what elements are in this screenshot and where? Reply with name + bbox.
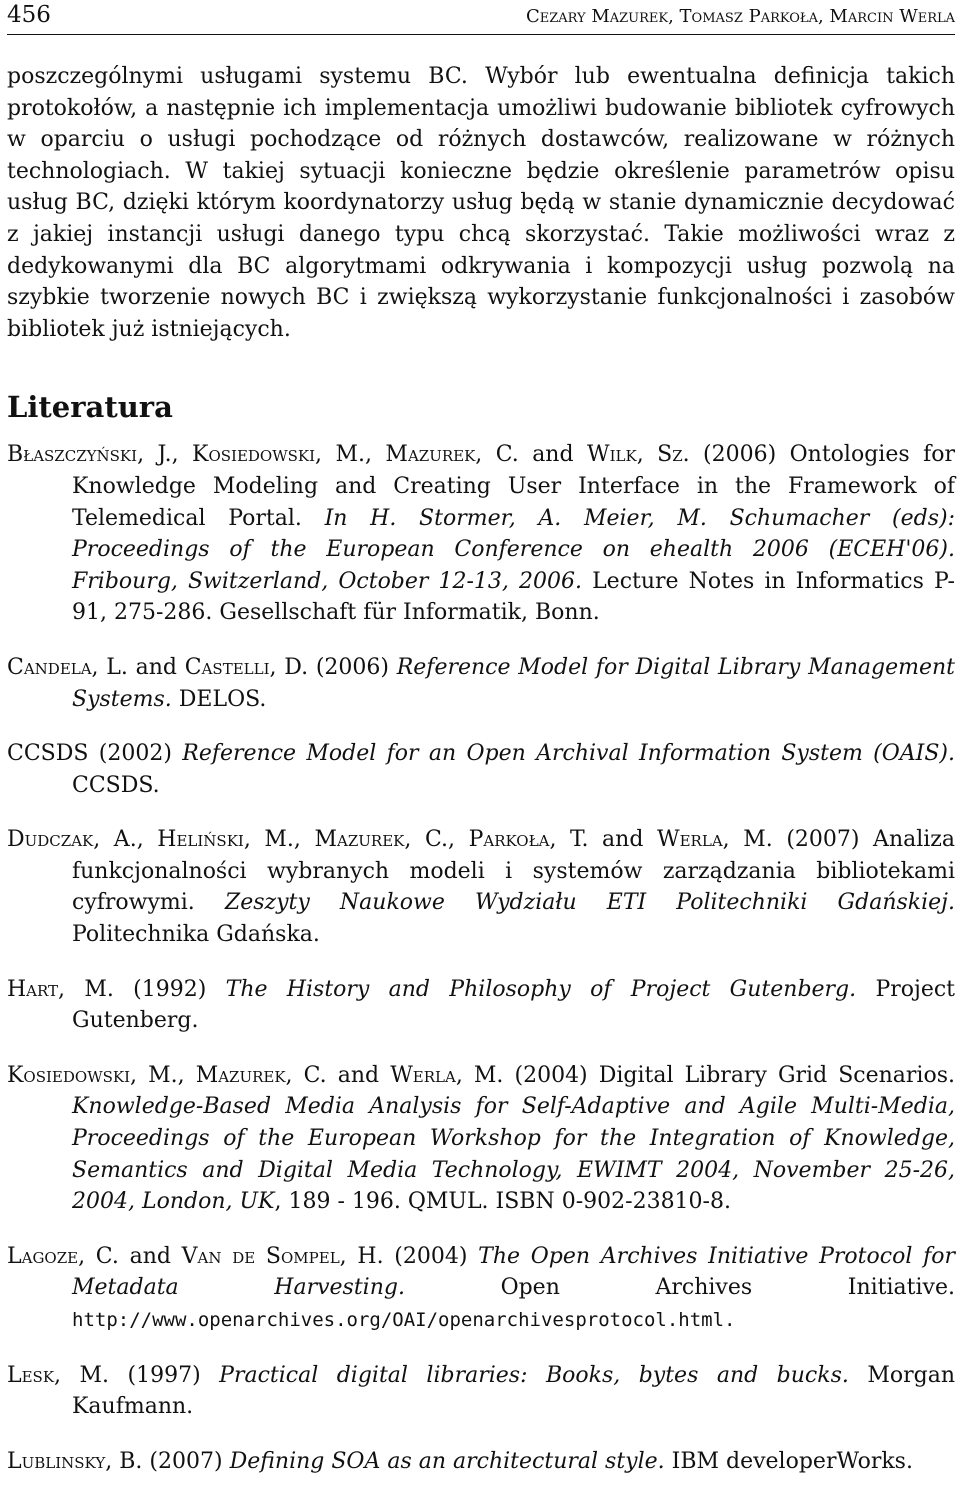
reference-item [7, 1241, 955, 1337]
reference-author: Werla, M. [390, 1062, 504, 1088]
reference-text: IBM developerWorks. [664, 1448, 913, 1474]
reference-item [7, 824, 955, 950]
page [7, 0, 955, 1500]
reference-text: (2006) Ontologies for Knowledge Modeling and Creating User Interface in the Framework of Telemedical Portal. [72, 442, 955, 531]
reference-author: Błaszczyński, J. [7, 442, 172, 468]
reference-text: (2007) Analiza funkcjonalności wybranych modeli i systemów zarządzania bibliotekami cyfrowymi. [72, 827, 956, 916]
reference-separator: , [136, 827, 158, 853]
reference-italic-text: Zeszyty Naukowe Wydziału ETI Politechniki Gdańskiej. [224, 890, 955, 916]
reference-italic-text: Defining SOA as an architectural style. [229, 1448, 665, 1474]
reference-author: Heliński, M. [157, 827, 294, 853]
running-header [7, 0, 955, 35]
reference-italic-text: Reference Model for an Open Archival Information System (OAIS). [182, 741, 955, 767]
reference-separator: and [127, 654, 185, 680]
reference-text: (1992) [113, 976, 226, 1002]
reference-separator: and [588, 827, 657, 853]
reference-separator: , [171, 442, 193, 468]
reference-item [7, 974, 955, 1037]
reference-text: (2006) [308, 654, 397, 680]
reference-separator: and [118, 1243, 182, 1269]
reference-italic-text: In H. Stormer, A. Meier, M. Schumacher (eds): Proceedings of the European Conference on ehealth 2006 (ECEH'06). Fribourg, Switzerland, October 12-13, 2006. [72, 505, 956, 594]
reference-author: Lublinsky, B. [7, 1448, 143, 1474]
reference-text: (1997) [109, 1362, 220, 1388]
reference-author: Parkoła, T. [468, 827, 589, 853]
reference-author: Wilk, Sz. [587, 442, 690, 468]
reference-author: Hart, M. [7, 976, 114, 1002]
reference-italic-text: The Open Archives Initiative Protocol for Metadata Harvesting. [72, 1243, 955, 1301]
reference-text: Project Gutenberg. [72, 976, 956, 1034]
reference-author: Dudczak, A. [7, 827, 137, 853]
reference-list [7, 439, 955, 1477]
reference-text: Politechnika Gdańska. [72, 922, 320, 948]
reference-author: Mazurek, C. [314, 827, 448, 853]
reference-text: CCSDS (2002) [7, 741, 183, 767]
reference-italic-text: Knowledge-Based Media Analysis for Self-Adaptive and Agile Multi-Media, Proceedings of the European Workshop for the Integration of Knowledge, Semantics and Digital Media Technology, EWIMT 2004, November 25-26, 2004, London, UK [72, 1094, 955, 1215]
reference-author: Werla, M. [657, 827, 773, 853]
reference-separator: , [365, 442, 386, 468]
page-number: 456 [7, 2, 51, 28]
reference-text: , 189 - 196. QMUL. ISBN 0-902-23810-8. [274, 1189, 731, 1215]
reference-separator: and [326, 1062, 391, 1088]
reference-text: Lecture Notes in Informatics P-91, 275-286. Gesellschaft für Informatik, Bonn. [72, 568, 955, 626]
reference-item [7, 1060, 955, 1218]
reference-item [7, 439, 955, 629]
reference-text: DELOS. [171, 686, 267, 712]
reference-author: Kosiedowski, M. [7, 1062, 178, 1088]
reference-text: Open Archives Initiative. [404, 1275, 955, 1301]
reference-item [7, 1446, 955, 1478]
reference-author: Van de Sompel, H. [181, 1243, 384, 1269]
reference-separator: and [518, 442, 587, 468]
reference-italic-text: Reference Model for Digital Library Management Systems. [72, 654, 956, 712]
reference-item [7, 652, 955, 715]
reference-author: Candela, L. [7, 654, 128, 680]
reference-text: (2007) [142, 1448, 230, 1474]
reference-separator: , [447, 827, 469, 853]
reference-text: (2004) Digital Library Grid Scenarios. [503, 1062, 956, 1088]
reference-separator: , [293, 827, 315, 853]
reference-italic-text: Practical digital libraries: Books, bytes and bucks. [219, 1362, 849, 1388]
running-header-authors: Cezary Mazurek, Tomasz Parkoła, Marcin Werla [525, 6, 955, 27]
reference-text: CCSDS. [72, 772, 160, 798]
body-paragraph: poszczególnymi usługami systemu BC. Wybór lub ewentualna definicja takich protokołów, a następnie ich implementacja umożliwi budowanie bibliotek cyfrowych w oparciu o usługi pochodzące od różnych dostawców, realizowane w różnych technologiach. W takiej sytuacji konieczne będzie określenie parametrów opisu usług BC, dzięki którym koordynatorzy usług będą w stanie dynamicznie decydować z jakiej instancji usługi danego typu chcą skorzystać. Takie możliwości wraz z dedykowanymi dla BC algorytmami odkrywania i kompozycji usług pozwolą na szybkie tworzenie nowych BC i zwiększą wykorzystanie funkcjonalności i zasobów bibliotek już istniejących. [7, 64, 955, 342]
reference-author: Lesk, M. [7, 1362, 110, 1388]
reference-text: (2004) [383, 1243, 479, 1269]
reference-author: Castelli, D. [184, 654, 309, 680]
reference-text: Morgan Kaufmann. [72, 1362, 956, 1420]
reference-url-link[interactable]: http://www.openarchives.org/OAI/openarchivesprotocol.html. [72, 1309, 736, 1331]
reference-item [7, 1360, 955, 1423]
reference-author: Lagoze, C. [7, 1243, 119, 1269]
reference-item [7, 738, 955, 801]
reference-author: Mazurek, C. [195, 1062, 327, 1088]
reference-separator: , [177, 1062, 196, 1088]
section-title: Literatura [7, 390, 173, 425]
reference-author: Kosiedowski, M. [192, 442, 365, 468]
reference-italic-text: The History and Philosophy of Project Gutenberg. [225, 976, 857, 1002]
reference-author: Mazurek, C. [385, 442, 519, 468]
